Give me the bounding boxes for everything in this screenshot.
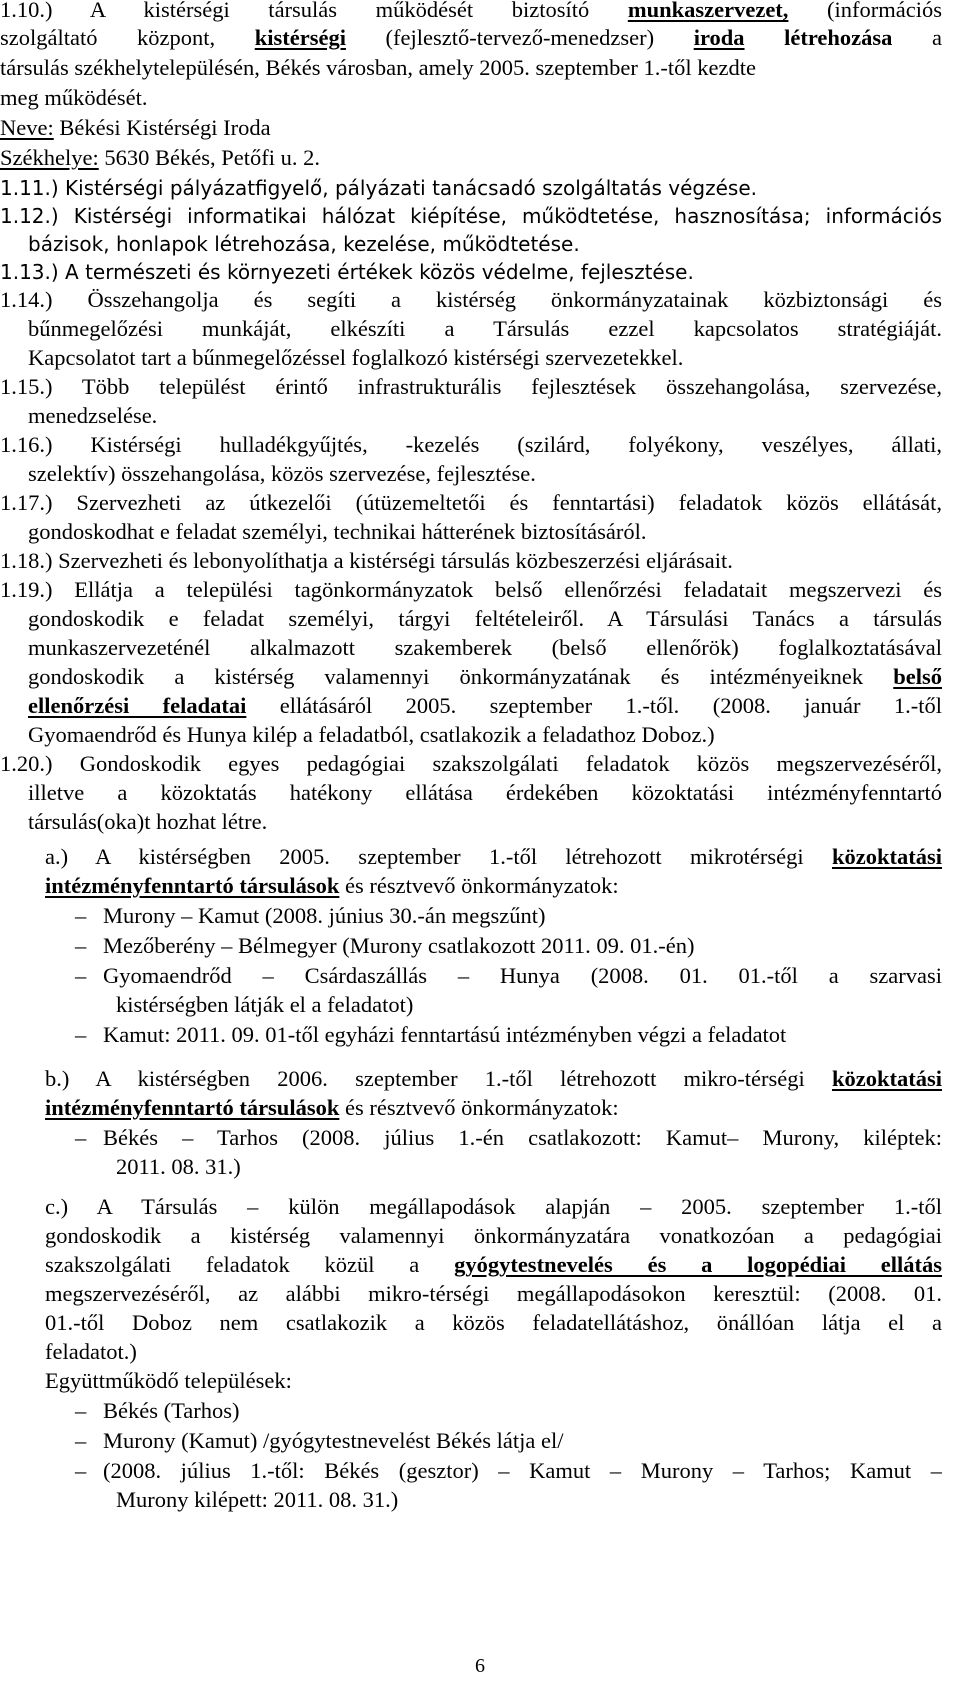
paragraph-line: megszervezéséről, az alábbi mikro-térségi megállapodásokon keresztül: (2008. 01.	[45, 1281, 942, 1306]
paragraph-line: 01.-től Doboz nem csatlakozik a közös feladatellátáshoz, önállóan látja el a	[45, 1310, 942, 1335]
emphasis-belso: belső	[893, 664, 942, 689]
emphasis-kistersegi: kistérségi	[254, 25, 346, 50]
paragraph-line: 1.14.) Összehangolja és segíti a kistérség önkormányzatainak közbiztonsági és	[0, 287, 942, 312]
list-item: Kamut: 2011. 09. 01-től egyházi fenntartású intézményben végzi a feladatot	[103, 1022, 787, 1047]
paragraph-line: 1.18.) Szervezheti és lebonyolíthatja a kistérségi társulás közbeszerzési eljárásait.	[0, 548, 733, 573]
bullet-dash: –	[75, 1125, 87, 1150]
paragraph-line: 1.12.) Kistérségi informatikai hálózat kiépítése, működtetése, hasznosítása; információs	[0, 204, 942, 228]
paragraph-line: c.) A Társulás – külön megállapodások alapján – 2005. szeptember 1.-től	[45, 1194, 942, 1219]
emphasis-gyogytestneveles-logopedia: gyógytestnevelés és a logopédiai ellátás	[454, 1252, 942, 1277]
emphasis-ellenorzesi-feladatai: ellenőrzési feladatai	[28, 693, 247, 718]
emphasis-kozoktatasi: közoktatási	[831, 1066, 942, 1091]
paragraph-line: bázisok, honlapok létrehozása, kezelése, működtetése.	[28, 232, 580, 256]
bullet-dash: –	[75, 1398, 87, 1423]
office-name-line: Neve: Békési Kistérségi Iroda	[0, 115, 271, 140]
emphasis-kozoktatasi: közoktatási	[831, 844, 942, 869]
emphasis-iroda: iroda	[693, 25, 745, 50]
bullet-dash: –	[75, 963, 87, 988]
paragraph-line: gondoskodik a kistérség valamennyi önkormányzatának és intézményeiknek belső	[28, 664, 942, 689]
paragraph-line: Kapcsolatot tart a bűnmegelőzéssel foglalkozó kistérségi szervezetekkel.	[28, 345, 684, 370]
paragraph-line: 1.16.) Kistérségi hulladékgyűjtés, -kezelés (szilárd, folyékony, veszélyes, állati,	[0, 432, 942, 457]
bullet-dash: –	[75, 903, 87, 928]
emphasis-intezmenyfenntarto-tarsulasok: intézményfenntartó társulások	[45, 873, 340, 898]
paragraph-line: szelektív) összehangolása, közös szervezése, fejlesztése.	[28, 461, 536, 486]
emphasis-letrehozasa: létrehozása	[784, 25, 893, 50]
paragraph-line: a.) A kistérségben 2005. szeptember 1.-től létrehozott mikrotérségi közoktatási	[45, 844, 942, 869]
list-item-continuation: Murony kilépett: 2011. 08. 31.)	[116, 1487, 399, 1512]
paragraph-line: Együttműködő települések:	[45, 1368, 292, 1393]
list-item: (2008. július 1.-től: Békés (gesztor) – Kamut – Murony – Tarhos; Kamut –	[103, 1458, 942, 1483]
bullet-dash: –	[75, 1022, 87, 1047]
paragraph-line: szolgáltató központ, kistérségi (fejlesztő-tervező-menedzser) iroda létrehozása a	[0, 25, 942, 50]
paragraph-line: illetve a közoktatás hatékony ellátása érdekében közoktatási intézményfenntartó	[28, 780, 942, 805]
list-item: Mezőberény – Bélmegyer (Murony csatlakozott 2011. 09. 01.-én)	[103, 933, 695, 958]
emphasis-intezmenyfenntarto-tarsulasok: intézményfenntartó társulások	[45, 1095, 340, 1120]
list-item-continuation: 2011. 08. 31.)	[116, 1154, 241, 1179]
paragraph-line: intézményfenntartó társulások és résztvevő önkormányzatok:	[45, 873, 619, 898]
list-item: Murony (Kamut) /gyógytestnevelést Békés látja el/	[103, 1428, 564, 1453]
paragraph-line: bűnmegelőzési munkáját, elkészíti a Társulás ezzel kapcsolatos stratégiáját.	[28, 316, 942, 341]
paragraph-line: munkaszervezeténél alkalmazott szakemberek (belső ellenőrök) foglalkoztatásával	[28, 635, 942, 660]
paragraph-line: gondoskodik a kistérség valamennyi önkormányzatára vonatkozóan a pedagógiai	[45, 1223, 942, 1248]
paragraph-line: 1.13.) A természeti és környezeti értékek közös védelme, fejlesztése.	[0, 260, 694, 284]
paragraph-line: Gyomaendrőd és Hunya kilép a feladatból, csatlakozik a feladathoz Doboz.)	[28, 722, 715, 747]
bullet-dash: –	[75, 1458, 87, 1483]
list-item: Békés – Tarhos (2008. július 1.-én csatlakozott: Kamut– Murony, kiléptek:	[103, 1125, 942, 1150]
paragraph-line: menedzselése.	[28, 403, 158, 428]
paragraph-line: szakszolgálati feladatok közül a gyógytestnevelés és a logopédiai ellátás	[45, 1252, 942, 1277]
list-item: Gyomaendrőd – Csárdaszállás – Hunya (2008. 01. 01.-től a szarvasi	[103, 963, 942, 988]
list-item: Murony – Kamut (2008. június 30.-án megszűnt)	[103, 903, 546, 928]
list-item: Békés (Tarhos)	[103, 1398, 240, 1423]
paragraph-line: 1.11.) Kistérségi pályázatfigyelő, pályázati tanácsadó szolgáltatás végzése.	[0, 176, 757, 200]
office-address-line: Székhelye: 5630 Békés, Petőfi u. 2.	[0, 145, 320, 170]
paragraph-line: gondoskodhat e feladat személyi, technikai hátterének biztosításáról.	[28, 519, 647, 544]
label-neve: Neve:	[0, 115, 54, 140]
emphasis-munkaszervezet: munkaszervezet,	[627, 0, 789, 22]
page-number: 6	[475, 1655, 485, 1677]
paragraph-line: 1.17.) Szervezheti az útkezelői (útüzemeltetői és fenntartási) feladatok közös ellátását,	[0, 490, 942, 515]
paragraph-line: 1.20.) Gondoskodik egyes pedagógiai szakszolgálati feladatok közös megszervezéséről,	[0, 751, 942, 776]
paragraph-line: feladatot.)	[45, 1339, 137, 1364]
paragraph-line: társulás(oka)t hozhat létre.	[28, 809, 268, 834]
paragraph-line: 1.10.) A kistérségi társulás működését biztosító munkaszervezet, (információs	[0, 0, 942, 25]
bullet-dash: –	[75, 1428, 87, 1453]
paragraph-line: meg működését.	[0, 85, 148, 110]
list-item-continuation: kistérségben látják el a feladatot)	[116, 992, 414, 1017]
paragraph-line: b.) A kistérségben 2006. szeptember 1.-től létrehozott mikro-térségi közoktatási	[45, 1066, 942, 1091]
bullet-dash: –	[75, 933, 87, 958]
paragraph-line: 1.15.) Több települést érintő infrastrukturális fejlesztések összehangolása, szervezése,	[0, 374, 942, 399]
paragraph-line: intézményfenntartó társulások és résztvevő önkormányzatok:	[45, 1095, 619, 1120]
label-szekhelye: Székhelye:	[0, 145, 99, 170]
paragraph-line: társulás székhelytelepülésén, Békés városban, amely 2005. szeptember 1.-től kezdte	[0, 55, 756, 80]
paragraph-line: gondoskodik e feladat személyi, tárgyi feltételeiről. A Társulási Tanács a társulás	[28, 606, 942, 631]
paragraph-line: 1.19.) Ellátja a települési tagönkormányzatok belső ellenőrzési feladatait megszervezi és	[0, 577, 942, 602]
paragraph-line: ellenőrzési feladatai ellátásáról 2005. szeptember 1.-től. (2008. január 1.-től	[28, 693, 942, 718]
